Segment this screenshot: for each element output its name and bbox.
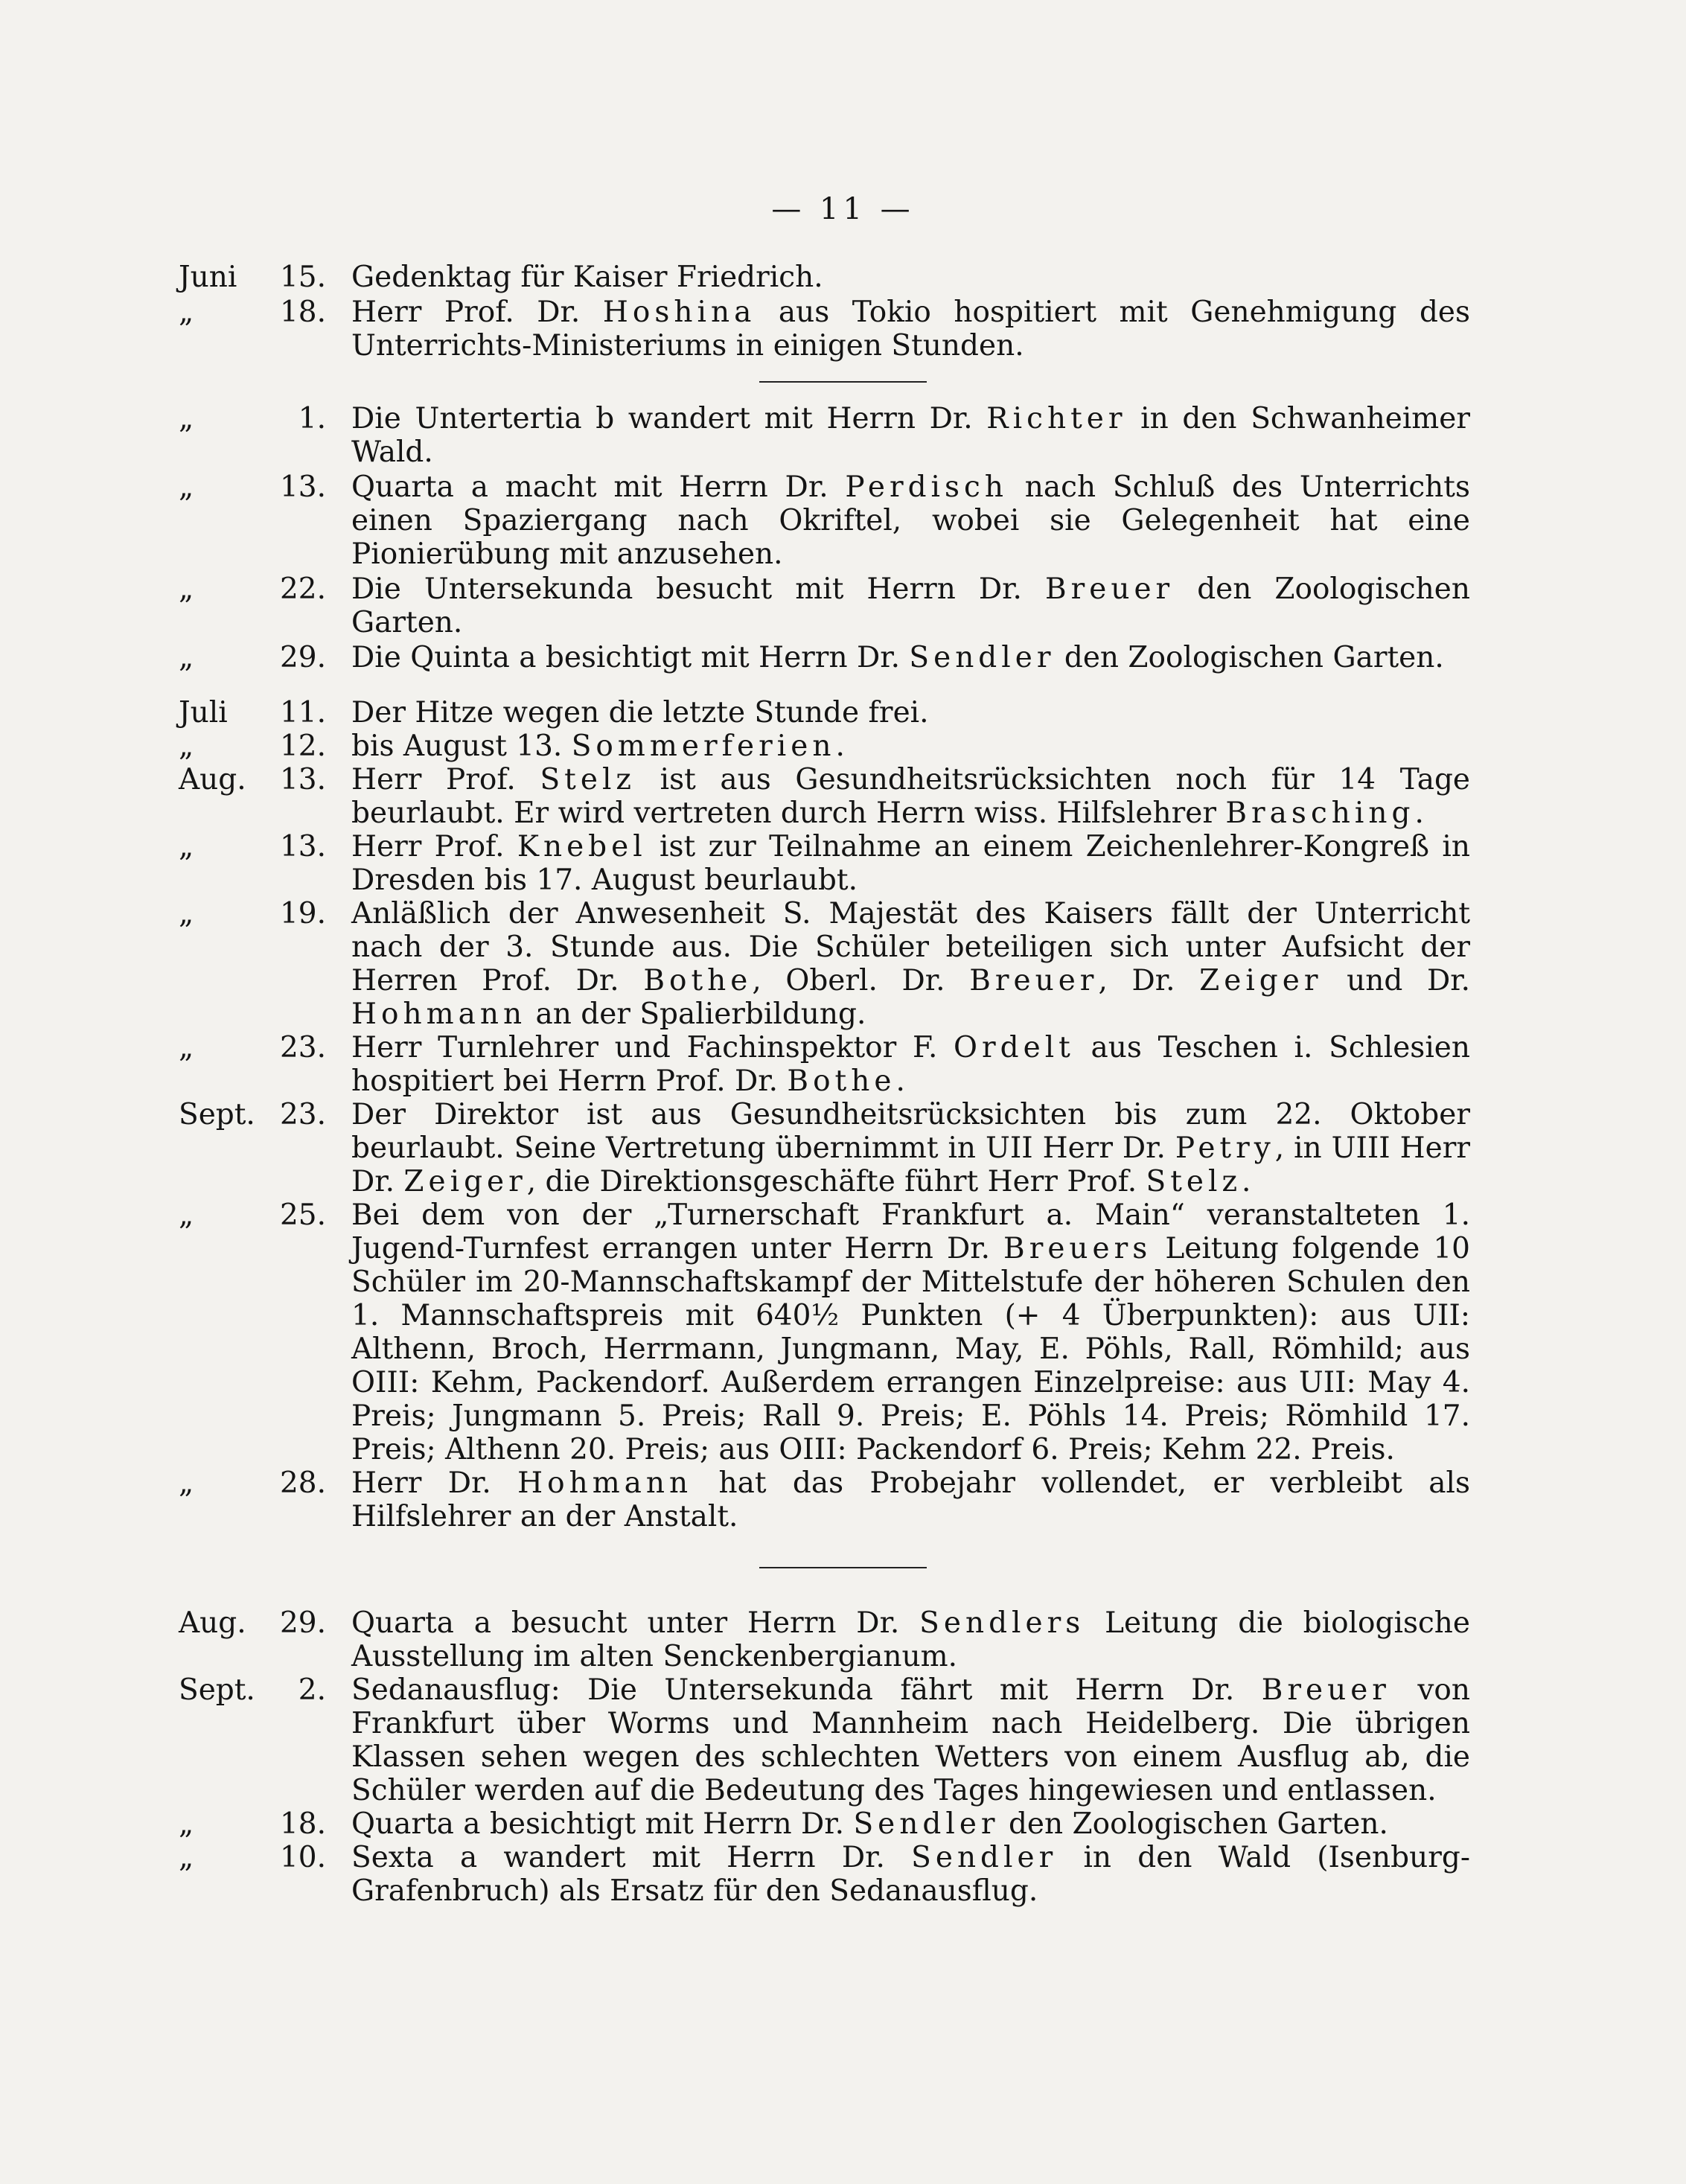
entry-month: Aug. xyxy=(179,1606,246,1640)
entry-text: Herr Prof. Dr. Hoshina aus Tokio hospitiert mit Genehmigung des Unterrichts-Ministeriums in einigen Stunden. xyxy=(351,296,1470,363)
chronicle-entry xyxy=(179,729,1470,763)
entry-month: Sept. xyxy=(179,1098,255,1131)
chronicle-block-june-b xyxy=(179,402,1470,674)
entry-day: 18. xyxy=(279,296,326,329)
entry-month: „ xyxy=(179,1466,194,1500)
entry-text: Der Direktor ist aus Gesundheitsrücksichten bis zum 22. Oktober beurlaubt. Seine Vertretung übernimmt in UII Herr Dr. Petry, in UIII Herr Dr. Zeiger, die Direktionsgeschäfte führt Herr Prof. Stelz. xyxy=(351,1098,1470,1198)
chronicle-entry xyxy=(179,1098,1470,1198)
entry-day: 18. xyxy=(279,1807,326,1841)
entry-text: Herr Dr. Hohmann hat das Probejahr vollendet, er verbleibt als Hilfslehrer an der Anstalt. xyxy=(351,1466,1470,1533)
entry-text: Herr Prof. Stelz ist aus Gesundheitsrücksichten noch für 14 Tage beurlaubt. Er wird vertreten durch Herrn wiss. Hilfslehrer Brasching. xyxy=(351,763,1470,830)
entry-text: Quarta a macht mit Herrn Dr. Perdisch nach Schluß des Unterrichts einen Spaziergang nach Okriftel, wobei sie Gelegenheit hat eine Pionierübung mit anzusehen. xyxy=(351,470,1470,571)
entry-day: 12. xyxy=(279,729,326,763)
entry-month: „ xyxy=(179,1198,194,1232)
entry-month: „ xyxy=(179,296,194,329)
chronicle-entry xyxy=(179,763,1470,830)
chronicle-entry xyxy=(179,470,1470,571)
chronicle-entry xyxy=(179,1841,1470,1908)
entry-month: „ xyxy=(179,402,194,435)
entry-month: „ xyxy=(179,1807,194,1841)
entry-month: „ xyxy=(179,897,194,930)
entry-day: 13. xyxy=(279,470,326,504)
entry-text: Der Hitze wegen die letzte Stunde frei. xyxy=(351,696,929,729)
entry-text: Quarta a besichtigt mit Herrn Dr. Sendler den Zoologischen Garten. xyxy=(351,1807,1388,1841)
entry-month: „ xyxy=(179,470,194,504)
entry-day: 28. xyxy=(279,1466,326,1500)
entry-day: 13. xyxy=(279,830,326,863)
entry-day: 23. xyxy=(279,1098,326,1131)
section-divider xyxy=(759,381,927,383)
entry-text: Quarta a besucht unter Herrn Dr. Sendlers Leitung die biologische Ausstellung im alten Senckenbergianum. xyxy=(351,1606,1470,1673)
chronicle-entry xyxy=(179,830,1470,897)
entry-day: 13. xyxy=(279,763,326,796)
entry-month: „ xyxy=(179,729,194,763)
entry-day: 19. xyxy=(279,897,326,930)
chronicle-entry xyxy=(179,296,1470,363)
entry-month: „ xyxy=(179,641,194,674)
entry-month: Aug. xyxy=(179,763,246,796)
entry-month: „ xyxy=(179,1841,194,1874)
entry-month: Juli xyxy=(179,696,228,729)
entry-text: Sedanausflug: Die Untersekunda fährt mit Herrn Dr. Breuer von Frankfurt über Worms und Mannheim nach Heidelberg. Die übrigen Klassen sehen wegen des schlechten Wetters von einem Ausflug ab, die Schüler werden auf die Bedeutung des Tages hingewiesen und entlassen. xyxy=(351,1673,1470,1807)
chronicle-entry xyxy=(179,1466,1470,1533)
chronicle-entry xyxy=(179,1606,1470,1673)
entry-day: 29. xyxy=(279,1606,326,1640)
chronicle-entry xyxy=(179,897,1470,1031)
entry-month: Juni xyxy=(179,261,237,294)
chronicle-block-aug-sept xyxy=(179,1606,1470,1908)
entry-day: 11. xyxy=(279,696,326,729)
entry-day: 2. xyxy=(298,1673,326,1707)
chronicle-entry xyxy=(179,1031,1470,1098)
entry-text: Sexta a wandert mit Herrn Dr. Sendler in den Wald (Isenburg-Grafenbruch) als Ersatz für den Sedanausflug. xyxy=(351,1841,1470,1908)
entry-text: Herr Turnlehrer und Fachinspektor F. Ordelt aus Teschen i. Schlesien hospitiert bei Herrn Prof. Dr. Bothe. xyxy=(351,1031,1470,1098)
chronicle-entry xyxy=(179,402,1470,469)
chronicle-entry xyxy=(179,1807,1470,1841)
entry-day: 10. xyxy=(279,1841,326,1874)
entry-day: 1. xyxy=(298,402,326,435)
entry-month: Sept. xyxy=(179,1673,255,1707)
chronicle-block-july-sept xyxy=(179,696,1470,1533)
section-divider xyxy=(759,1567,927,1568)
chronicle-entry xyxy=(179,1198,1470,1466)
chronicle-entry xyxy=(179,261,1470,294)
entry-text: Die Untersekunda besucht mit Herrn Dr. Breuer den Zoologischen Garten. xyxy=(351,572,1470,639)
entry-day: 22. xyxy=(279,572,326,606)
entry-text: Die Untertertia b wandert mit Herrn Dr. Richter in den Schwanheimer Wald. xyxy=(351,402,1470,469)
entry-day: 23. xyxy=(279,1031,326,1064)
entry-day: 29. xyxy=(279,641,326,674)
entry-day: 25. xyxy=(279,1198,326,1232)
entry-day: 15. xyxy=(279,261,326,294)
chronicle-entry xyxy=(179,641,1470,674)
entry-month: „ xyxy=(179,830,194,863)
entry-text: bis August 13. Sommerferien. xyxy=(351,729,845,763)
entry-month: „ xyxy=(179,1031,194,1064)
entry-text: Die Quinta a besichtigt mit Herrn Dr. Sendler den Zoologischen Garten. xyxy=(351,641,1444,674)
entry-month: „ xyxy=(179,572,194,606)
entry-text: Bei dem von der „Turnerschaft Frankfurt a. Main“ veranstalteten 1. Jugend-Turnfest errangen unter Herrn Dr. Breuers Leitung folgende 10 Schüler im 20-Mannschaftskampf der Mittelstufe der höheren Schulen den 1. Mannschaftspreis mit 640½ Punkten (+ 4 Überpunkten): aus UII: Althenn, Broch, Herrmann, Jungmann, May, E. Pöhls, Rall, Römhild; aus OIII: Kehm, Packendorf. Außerdem errangen Einzelpreise: aus UII: May 4. Preis; Jungmann 5. Preis; Rall 9. Preis; E. Pöhls 14. Preis; Römhild 17. Preis; Althenn 20. Preis; aus OIII: Packendorf 6. Preis; Kehm 22. Preis. xyxy=(351,1198,1470,1466)
chronicle-block-june-a xyxy=(179,261,1470,363)
chronicle-entry xyxy=(179,572,1470,639)
entry-text: Anläßlich der Anwesenheit S. Majestät des Kaisers fällt der Unterricht nach der 3. Stunde aus. Die Schüler beteiligen sich unter Aufsicht der Herren Prof. Dr. Bothe, Oberl. Dr. Breuer, Dr. Zeiger und Dr. Hohmann an der Spalierbildung. xyxy=(351,897,1470,1031)
entry-text: Gedenktag für Kaiser Friedrich. xyxy=(351,261,823,294)
chronicle-entry xyxy=(179,696,1470,729)
chronicle-entry xyxy=(179,1673,1470,1807)
page-number: — 11 — xyxy=(771,192,915,226)
entry-text: Herr Prof. Knebel ist zur Teilnahme an einem Zeichenlehrer-Kongreß in Dresden bis 17. August beurlaubt. xyxy=(351,830,1470,897)
